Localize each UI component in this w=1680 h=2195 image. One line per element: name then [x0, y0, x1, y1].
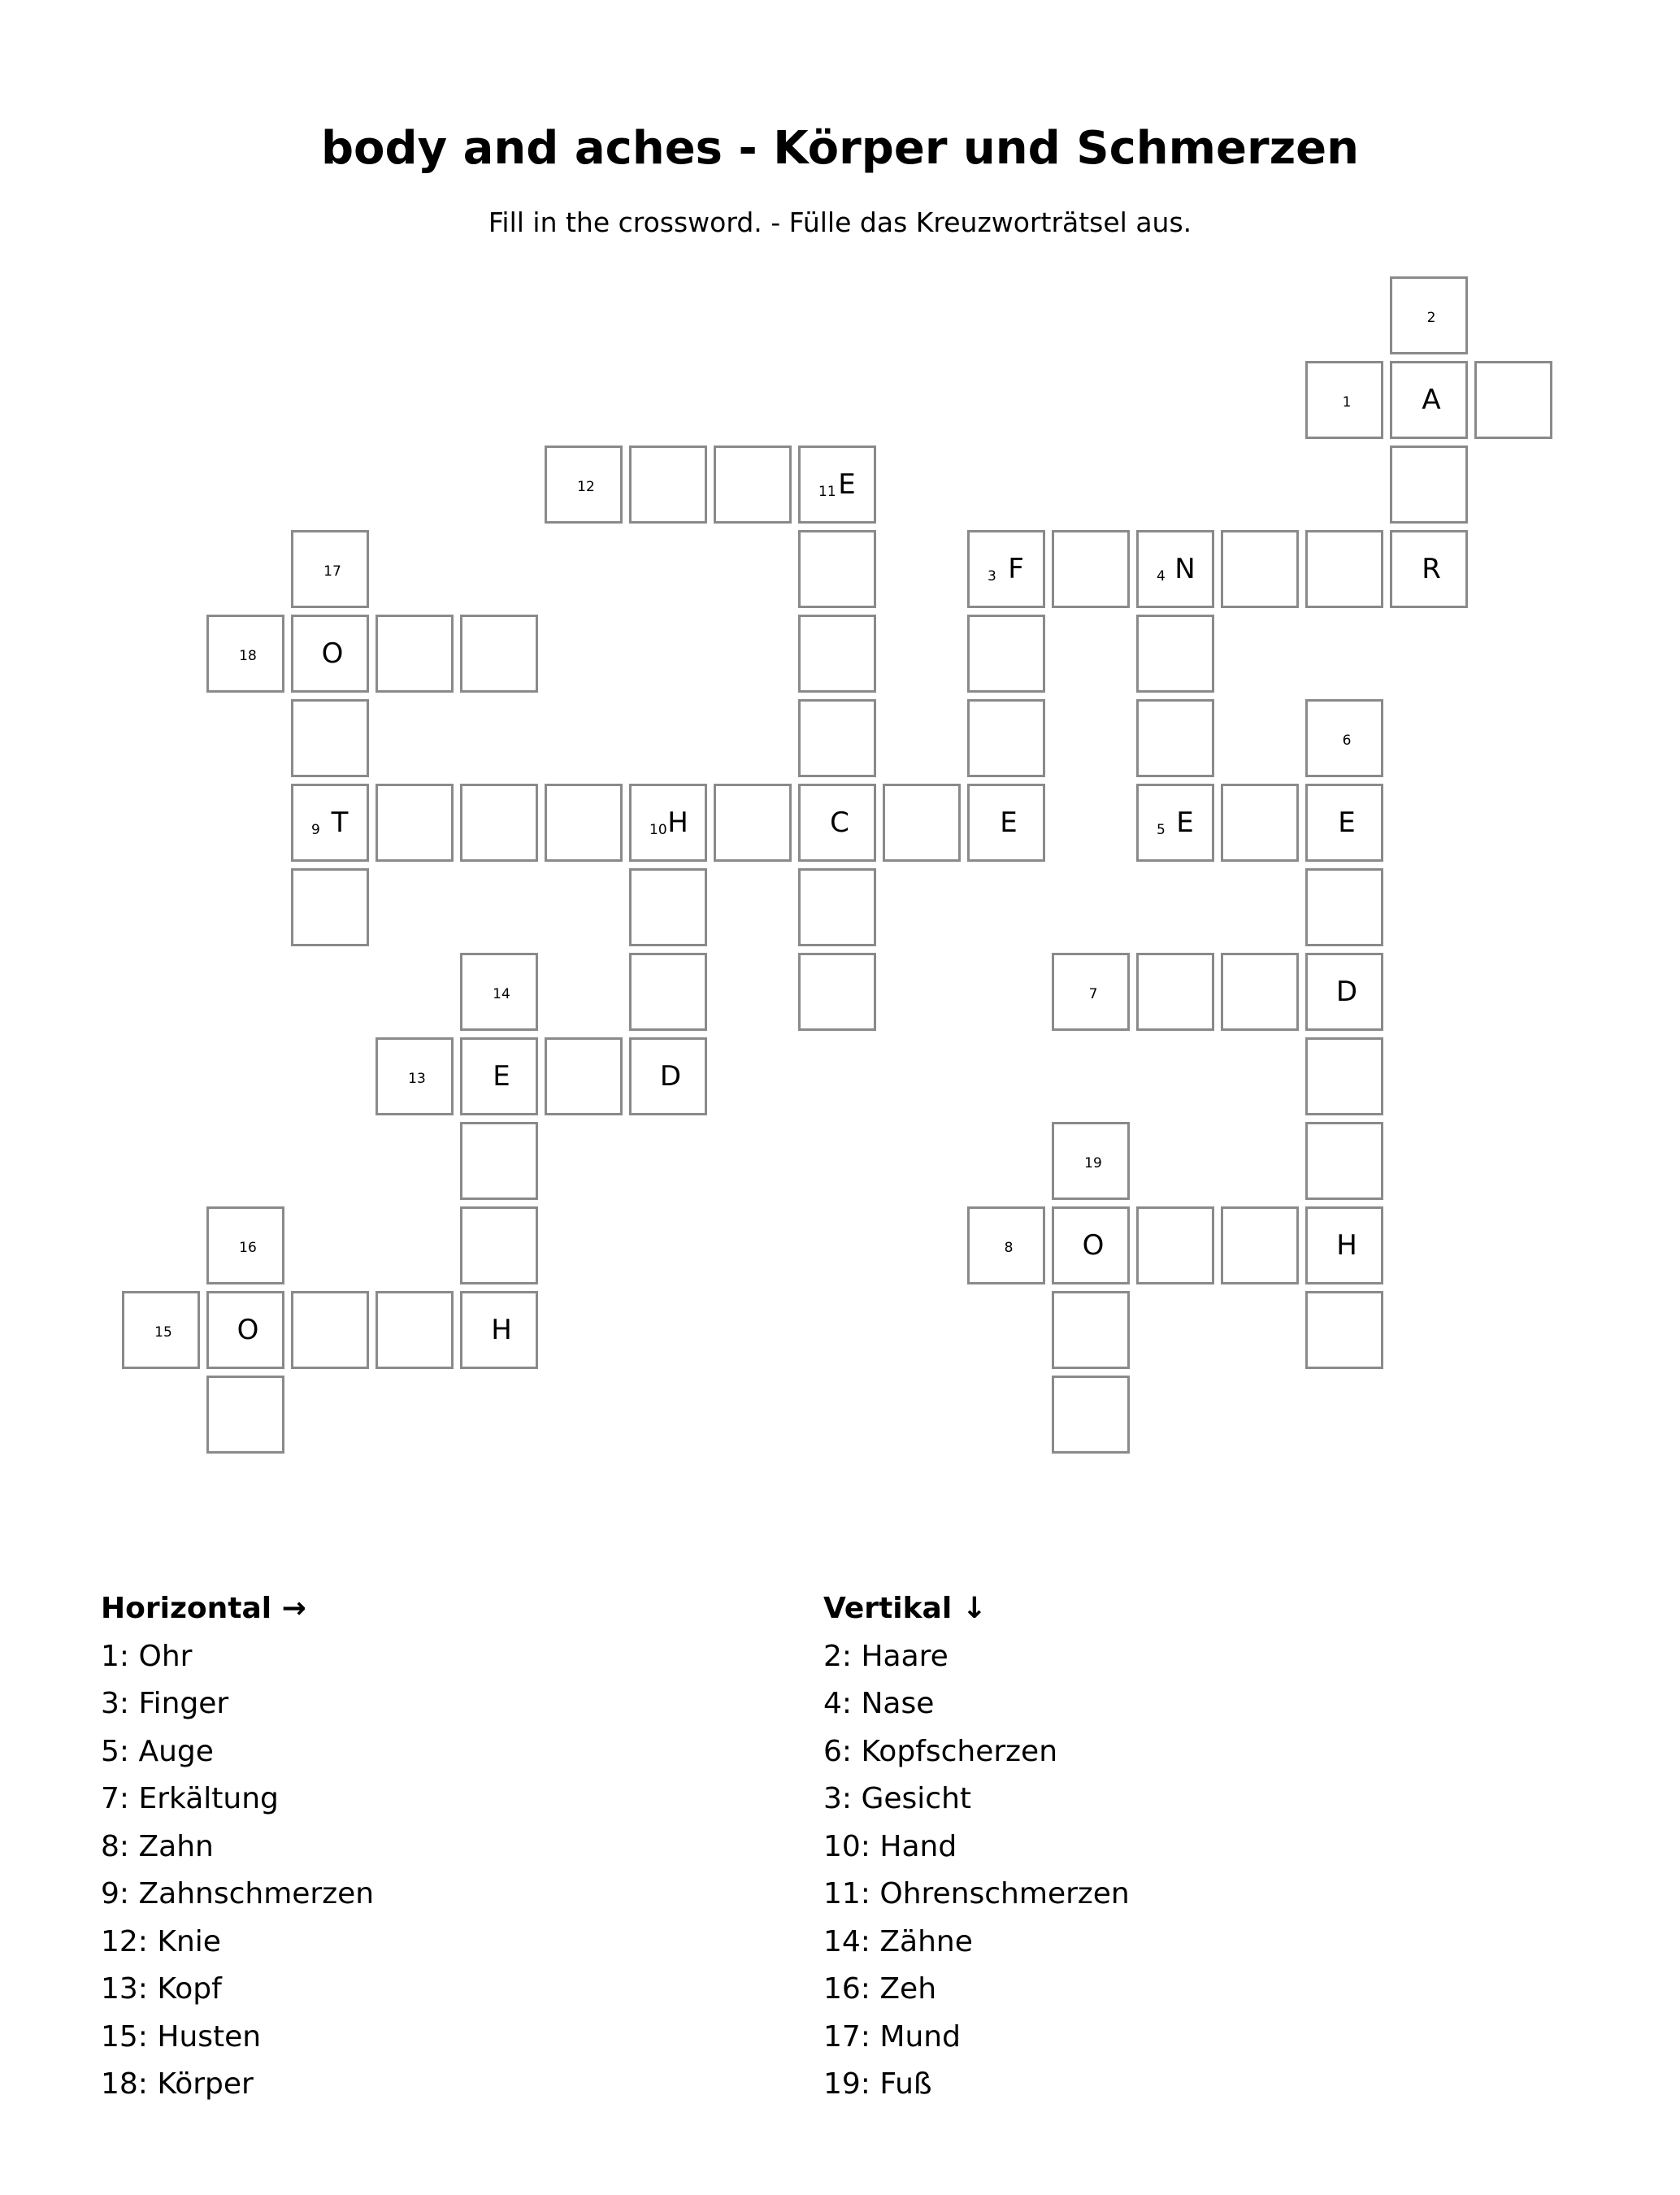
crossword-cell[interactable] — [1221, 1206, 1299, 1284]
crossword-cell[interactable] — [460, 1291, 538, 1369]
cell-letter: E — [1000, 806, 1018, 839]
crossword-cell[interactable] — [629, 953, 707, 1031]
crossword-cell[interactable] — [629, 1037, 707, 1115]
crossword-cell[interactable] — [1305, 530, 1383, 608]
crossword-cell[interactable] — [1305, 1206, 1383, 1284]
cell-letter: D — [1335, 976, 1358, 1008]
crossword-cell[interactable] — [629, 868, 707, 946]
clue-across: 3: Finger — [101, 1687, 229, 1720]
cell-letter: E — [493, 1060, 510, 1093]
crossword-cell[interactable] — [291, 530, 369, 608]
crossword-cell[interactable] — [798, 953, 876, 1031]
cell-letter: A — [1422, 384, 1441, 416]
cell-letter: H — [1336, 1229, 1357, 1262]
crossword-cell[interactable] — [376, 615, 454, 693]
crossword-cell[interactable] — [206, 1376, 284, 1454]
crossword-cell[interactable] — [206, 1206, 284, 1284]
crossword-cell[interactable] — [1136, 953, 1214, 1031]
crossword-cell[interactable] — [1305, 784, 1383, 862]
crossword-cell[interactable] — [798, 446, 876, 524]
crossword-cell[interactable] — [798, 615, 876, 693]
clue-across: 15: Husten — [101, 2019, 262, 2054]
crossword-cell[interactable] — [1052, 530, 1130, 608]
cell-letter: R — [1422, 553, 1441, 585]
clue-across: 12: Knie — [101, 1924, 221, 1958]
clue-number: 15 — [154, 1324, 172, 1341]
clue-number: 10 — [649, 822, 667, 838]
crossword-cell[interactable] — [1052, 1376, 1130, 1454]
cell-letter: O — [1082, 1229, 1105, 1262]
cell-letter: F — [1008, 553, 1024, 585]
crossword-cell[interactable] — [1136, 784, 1214, 862]
crossword-cell[interactable] — [291, 868, 369, 946]
clue-number: 6 — [1342, 732, 1352, 749]
clue-across: 1: Ohr — [101, 1639, 193, 1673]
clue-across: 18: Körper — [101, 2067, 254, 2101]
crossword-cell[interactable] — [1390, 276, 1468, 354]
clues-down-heading: Vertikal ↓ — [823, 1592, 987, 1625]
crossword-cell[interactable] — [1305, 1037, 1383, 1115]
crossword-cell[interactable] — [967, 784, 1045, 862]
cell-letter: O — [237, 1314, 259, 1346]
clue-number: 2 — [1426, 310, 1436, 326]
clue-number: 3 — [988, 568, 996, 585]
crossword-cell[interactable] — [798, 868, 876, 946]
crossword-cell[interactable] — [798, 530, 876, 608]
crossword-cell[interactable] — [967, 615, 1045, 693]
crossword-cell[interactable] — [1052, 953, 1130, 1031]
crossword-cell[interactable] — [967, 530, 1045, 608]
crossword-cell[interactable] — [1052, 1122, 1130, 1200]
clues-across-heading: Horizontal → — [101, 1592, 306, 1625]
clue-across: 9: Zahnschmerzen — [101, 1877, 375, 1910]
crossword-cell[interactable] — [1052, 1206, 1130, 1284]
cell-letter: E — [838, 468, 856, 501]
clue-number: 8 — [1004, 1240, 1014, 1256]
crossword-cell[interactable] — [376, 784, 454, 862]
clues-down — [823, 1585, 1130, 2109]
crossword-cell[interactable] — [1305, 953, 1383, 1031]
crossword-cell[interactable] — [967, 699, 1045, 777]
crossword-cell[interactable] — [376, 1291, 454, 1369]
crossword-cell[interactable] — [1390, 361, 1468, 439]
clue-down: 10: Hand — [823, 1829, 957, 1863]
crossword-cell[interactable] — [460, 1206, 538, 1284]
crossword-cell[interactable] — [1052, 1291, 1130, 1369]
clue-down: 3: Gesicht — [823, 1782, 972, 1815]
clue-number: 11 — [818, 484, 836, 500]
crossword-cell[interactable] — [883, 784, 961, 862]
clue-number: 13 — [408, 1071, 426, 1087]
crossword-cell[interactable] — [1136, 699, 1214, 777]
crossword-cell[interactable] — [1474, 361, 1552, 439]
crossword-cell[interactable] — [967, 1206, 1045, 1284]
crossword-cell[interactable] — [1136, 1206, 1214, 1284]
crossword-cell[interactable] — [1136, 530, 1214, 608]
clue-across: 13: Kopf — [101, 1972, 222, 2006]
cell-letter: E — [1338, 806, 1356, 839]
crossword-cell[interactable] — [1221, 530, 1299, 608]
clue-down: 11: Ohrenschmerzen — [823, 1877, 1130, 1910]
clue-across: 5: Auge — [101, 1734, 214, 1768]
clue-number: 7 — [1088, 986, 1098, 1002]
crossword-cell[interactable] — [1136, 615, 1214, 693]
clue-across: 8: Zahn — [101, 1829, 214, 1863]
crossword-cell[interactable] — [1221, 953, 1299, 1031]
clue-number: 9 — [311, 822, 320, 838]
cell-letter: T — [331, 806, 349, 839]
crossword-cell[interactable] — [122, 1291, 200, 1369]
crossword-cell[interactable] — [1305, 1291, 1383, 1369]
crossword-cell[interactable] — [1390, 530, 1468, 608]
cell-letter: O — [321, 637, 344, 670]
clue-down: 6: Kopfscherzen — [823, 1734, 1058, 1768]
cell-letter: H — [667, 806, 688, 839]
crossword-cell[interactable] — [291, 1291, 369, 1369]
crossword-cell[interactable] — [1390, 446, 1468, 524]
clue-number: 4 — [1157, 568, 1166, 585]
clue-down: 16: Zeh — [823, 1972, 937, 2006]
crossword-cell[interactable] — [629, 446, 707, 524]
crossword-cell[interactable] — [460, 1122, 538, 1200]
page-title: body and aches - Körper und Schmerzen — [320, 122, 1360, 175]
crossword-cell[interactable] — [460, 784, 538, 862]
clue-number: 18 — [239, 648, 257, 664]
clue-down: 19: Fuß — [823, 2067, 932, 2101]
clue-down: 2: Haare — [823, 1639, 949, 1673]
clue-across: 7: Erkältung — [101, 1782, 279, 1815]
crossword-cell[interactable] — [291, 784, 369, 862]
crossword-cell[interactable] — [1305, 868, 1383, 946]
cell-letter: E — [1176, 806, 1194, 839]
page-subtitle: Fill in the crossword. - Fülle das Kreuzworträtsel aus. — [488, 206, 1192, 238]
clue-number: 1 — [1342, 394, 1352, 411]
crossword-cell[interactable] — [714, 446, 792, 524]
crossword-cell[interactable] — [798, 699, 876, 777]
crossword-cell[interactable] — [798, 784, 876, 862]
clue-number: 12 — [577, 479, 595, 495]
crossword-cell[interactable] — [291, 699, 369, 777]
crossword-cell[interactable] — [460, 615, 538, 693]
clue-number: 5 — [1157, 822, 1166, 838]
crossword-cell[interactable] — [460, 1037, 538, 1115]
crossword-cell[interactable] — [629, 784, 707, 862]
clue-number: 14 — [493, 986, 510, 1002]
clues-across — [101, 1585, 374, 2109]
clue-down: 4: Nase — [823, 1687, 935, 1720]
clue-down: 17: Mund — [823, 2019, 961, 2054]
crossword-cell[interactable] — [1305, 361, 1383, 439]
crossword-cell[interactable] — [206, 1291, 284, 1369]
crossword-cell[interactable] — [1221, 784, 1299, 862]
crossword-cell[interactable] — [1305, 699, 1383, 777]
crossword-cell[interactable] — [1305, 1122, 1383, 1200]
cell-letter: H — [491, 1314, 512, 1346]
crossword-cell[interactable] — [460, 953, 538, 1031]
crossword-cell[interactable] — [545, 784, 623, 862]
clue-number: 19 — [1084, 1155, 1102, 1171]
clue-number: 16 — [239, 1240, 257, 1256]
crossword-cell[interactable] — [545, 1037, 623, 1115]
crossword-cell[interactable] — [206, 615, 284, 693]
cell-letter: D — [659, 1060, 682, 1093]
crossword-cell[interactable] — [376, 1037, 454, 1115]
cell-letter: C — [830, 806, 849, 839]
crossword-cell[interactable] — [291, 615, 369, 693]
cell-letter: N — [1174, 553, 1196, 585]
crossword-cell[interactable] — [714, 784, 792, 862]
crossword-cell[interactable] — [545, 446, 623, 524]
clue-number: 17 — [323, 563, 341, 580]
clue-down: 14: Zähne — [823, 1924, 973, 1958]
